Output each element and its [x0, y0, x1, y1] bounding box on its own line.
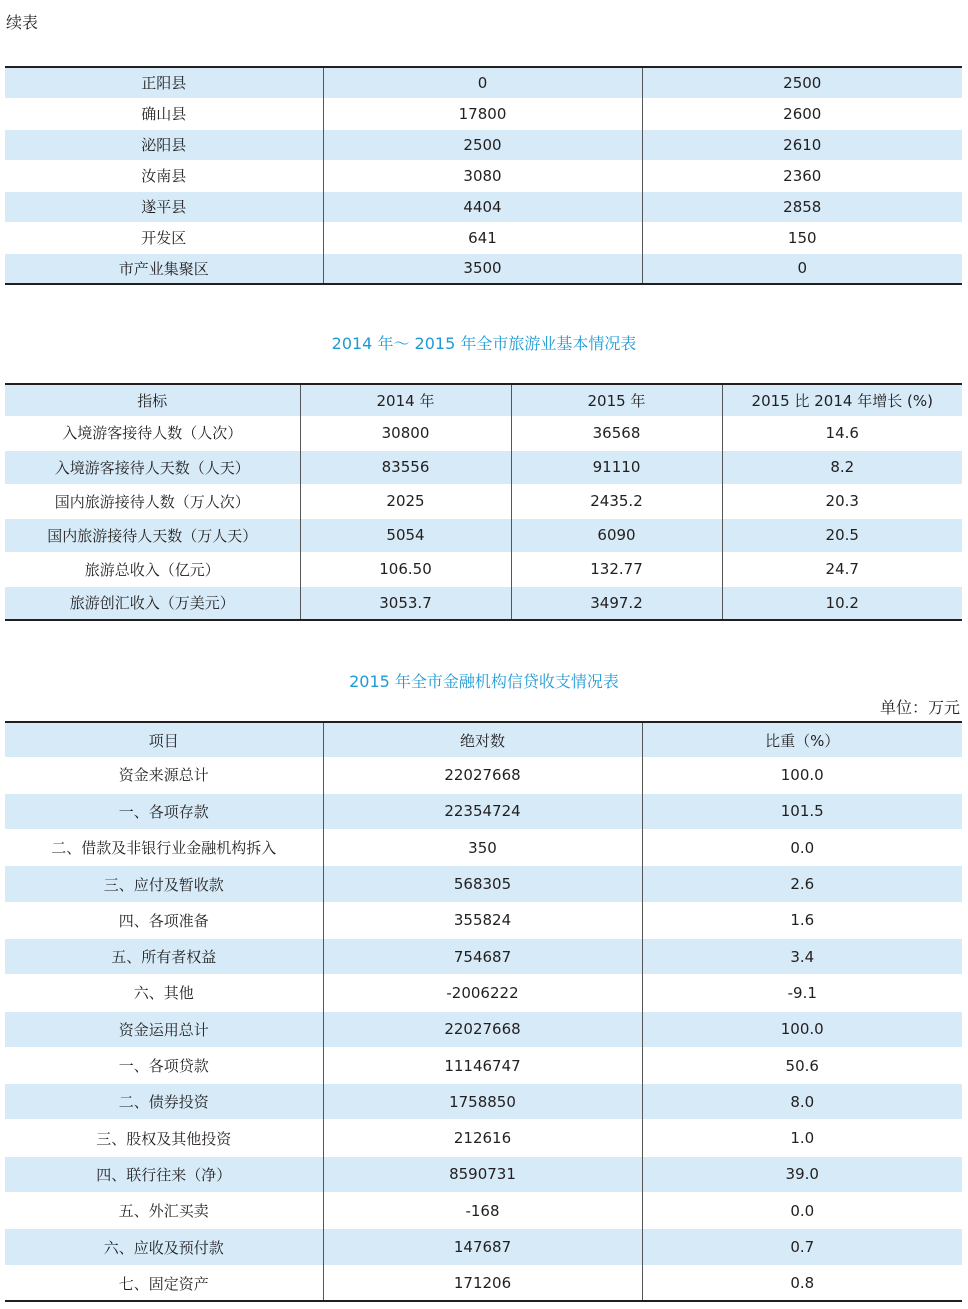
item-cell: 二、债券投资 — [5, 1084, 323, 1120]
value-cell: 2858 — [642, 191, 962, 222]
item-cell: 一、各项贷款 — [5, 1047, 323, 1083]
county-table — [5, 66, 962, 285]
amount-cell: 350 — [323, 830, 642, 866]
column-header: 2014 年 — [300, 384, 511, 416]
column-header: 项目 — [5, 722, 323, 757]
table-row — [5, 1193, 962, 1229]
value-cell: 132.77 — [511, 552, 722, 586]
table-row — [5, 98, 962, 129]
table-row — [5, 866, 962, 902]
value-cell: 3497.2 — [511, 586, 722, 620]
value-cell: 17800 — [323, 98, 642, 129]
amount-cell: -2006222 — [323, 975, 642, 1011]
growth-cell: 20.5 — [722, 518, 962, 552]
value-cell: 3053.7 — [300, 586, 511, 620]
column-header: 绝对数 — [323, 722, 642, 757]
share-cell: 3.4 — [642, 938, 962, 974]
column-header: 2015 年 — [511, 384, 722, 416]
growth-cell: 24.7 — [722, 552, 962, 586]
table-row — [5, 484, 962, 518]
share-cell: 0.0 — [642, 830, 962, 866]
share-cell: 8.0 — [642, 1084, 962, 1120]
share-cell: 0.7 — [642, 1229, 962, 1265]
item-cell: 一、各项存款 — [5, 793, 323, 829]
county-name-cell: 遂平县 — [5, 191, 323, 222]
table-row — [5, 129, 962, 160]
value-cell: 0 — [323, 67, 642, 98]
indicator-cell: 旅游总收入（亿元） — [5, 552, 300, 586]
value-cell: 5054 — [300, 518, 511, 552]
value-cell: 2360 — [642, 160, 962, 191]
amount-cell: 754687 — [323, 938, 642, 974]
table-row — [5, 902, 962, 938]
county-name-cell: 泌阳县 — [5, 129, 323, 160]
county-name-cell: 开发区 — [5, 222, 323, 253]
table-row — [5, 416, 962, 450]
table-row — [5, 67, 962, 98]
value-cell: 3500 — [323, 253, 642, 284]
item-cell: 三、股权及其他投资 — [5, 1120, 323, 1156]
column-header: 指标 — [5, 384, 300, 416]
share-cell: 1.6 — [642, 902, 962, 938]
amount-cell: 22027668 — [323, 1011, 642, 1047]
value-cell: 2600 — [642, 98, 962, 129]
amount-cell: 355824 — [323, 902, 642, 938]
amount-cell: 22027668 — [323, 757, 642, 793]
share-cell: 50.6 — [642, 1047, 962, 1083]
tourism-table-title: 2014 年～ 2015 年全市旅游业基本情况表 — [331, 334, 637, 353]
table-row — [5, 1229, 962, 1265]
indicator-cell: 入境游客接待人天数（人天） — [5, 450, 300, 484]
county-name-cell: 汝南县 — [5, 160, 323, 191]
table-row — [5, 938, 962, 974]
amount-cell: 147687 — [323, 1229, 642, 1265]
table-row — [5, 1156, 962, 1192]
share-cell: 39.0 — [642, 1156, 962, 1192]
share-cell: 0.0 — [642, 1193, 962, 1229]
value-cell: 2025 — [300, 484, 511, 518]
table-row — [5, 222, 962, 253]
table-row — [5, 793, 962, 829]
table-row — [5, 1120, 962, 1156]
value-cell: 83556 — [300, 450, 511, 484]
value-cell: 6090 — [511, 518, 722, 552]
share-cell: 100.0 — [642, 1011, 962, 1047]
table-row — [5, 191, 962, 222]
growth-cell: 14.6 — [722, 416, 962, 450]
item-cell: 四、联行往来（净） — [5, 1156, 323, 1192]
tourism-table — [5, 383, 962, 621]
amount-cell: 11146747 — [323, 1047, 642, 1083]
value-cell: 36568 — [511, 416, 722, 450]
table-row — [5, 1084, 962, 1120]
amount-cell: 1758850 — [323, 1084, 642, 1120]
growth-cell: 10.2 — [722, 586, 962, 620]
table-row — [5, 552, 962, 586]
indicator-cell: 入境游客接待人数（人次） — [5, 416, 300, 450]
table-row — [5, 1011, 962, 1047]
finance-table — [5, 721, 962, 1302]
value-cell: 150 — [642, 222, 962, 253]
table-row — [5, 518, 962, 552]
continued-label: 续表 — [6, 13, 39, 32]
value-cell: 91110 — [511, 450, 722, 484]
indicator-cell: 旅游创汇收入（万美元） — [5, 586, 300, 620]
amount-cell: 8590731 — [323, 1156, 642, 1192]
header-row — [5, 722, 962, 757]
header-row — [5, 384, 962, 416]
value-cell: 0 — [642, 253, 962, 284]
county-name-cell: 确山县 — [5, 98, 323, 129]
amount-cell: -168 — [323, 1193, 642, 1229]
table-row — [5, 253, 962, 284]
value-cell: 2500 — [323, 129, 642, 160]
share-cell: 2.6 — [642, 866, 962, 902]
value-cell: 641 — [323, 222, 642, 253]
indicator-cell: 国内旅游接待人数（万人次） — [5, 484, 300, 518]
item-cell: 五、所有者权益 — [5, 938, 323, 974]
value-cell: 30800 — [300, 416, 511, 450]
table-row — [5, 450, 962, 484]
table-row — [5, 586, 962, 620]
amount-cell: 171206 — [323, 1265, 642, 1301]
table-row — [5, 975, 962, 1011]
item-cell: 四、各项准备 — [5, 902, 323, 938]
growth-cell: 8.2 — [722, 450, 962, 484]
value-cell: 3080 — [323, 160, 642, 191]
item-cell: 六、其他 — [5, 975, 323, 1011]
share-cell: 0.8 — [642, 1265, 962, 1301]
table-row — [5, 757, 962, 793]
value-cell: 2435.2 — [511, 484, 722, 518]
table-row — [5, 830, 962, 866]
item-cell: 资金来源总计 — [5, 757, 323, 793]
unit-label: 单位：万元 — [879, 698, 960, 717]
value-cell: 2500 — [642, 67, 962, 98]
item-cell: 六、应收及预付款 — [5, 1229, 323, 1265]
amount-cell: 212616 — [323, 1120, 642, 1156]
share-cell: 100.0 — [642, 757, 962, 793]
amount-cell: 22354724 — [323, 793, 642, 829]
county-name-cell: 市产业集聚区 — [5, 253, 323, 284]
item-cell: 七、固定资产 — [5, 1265, 323, 1301]
finance-table-title: 2015 年全市金融机构信贷收支情况表 — [349, 672, 619, 691]
column-header: 比重（%） — [642, 722, 962, 757]
county-name-cell: 正阳县 — [5, 67, 323, 98]
table-row — [5, 160, 962, 191]
table-row — [5, 1047, 962, 1083]
value-cell: 4404 — [323, 191, 642, 222]
amount-cell: 568305 — [323, 866, 642, 902]
share-cell: 1.0 — [642, 1120, 962, 1156]
item-cell: 五、外汇买卖 — [5, 1193, 323, 1229]
value-cell: 2610 — [642, 129, 962, 160]
item-cell: 三、应付及暂收款 — [5, 866, 323, 902]
share-cell: -9.1 — [642, 975, 962, 1011]
growth-cell: 20.3 — [722, 484, 962, 518]
item-cell: 二、借款及非银行业金融机构拆入 — [5, 830, 323, 866]
table-row — [5, 1265, 962, 1301]
value-cell: 106.50 — [300, 552, 511, 586]
share-cell: 101.5 — [642, 793, 962, 829]
column-header: 2015 比 2014 年增长 (%) — [722, 384, 962, 416]
item-cell: 资金运用总计 — [5, 1011, 323, 1047]
indicator-cell: 国内旅游接待人天数（万人天） — [5, 518, 300, 552]
